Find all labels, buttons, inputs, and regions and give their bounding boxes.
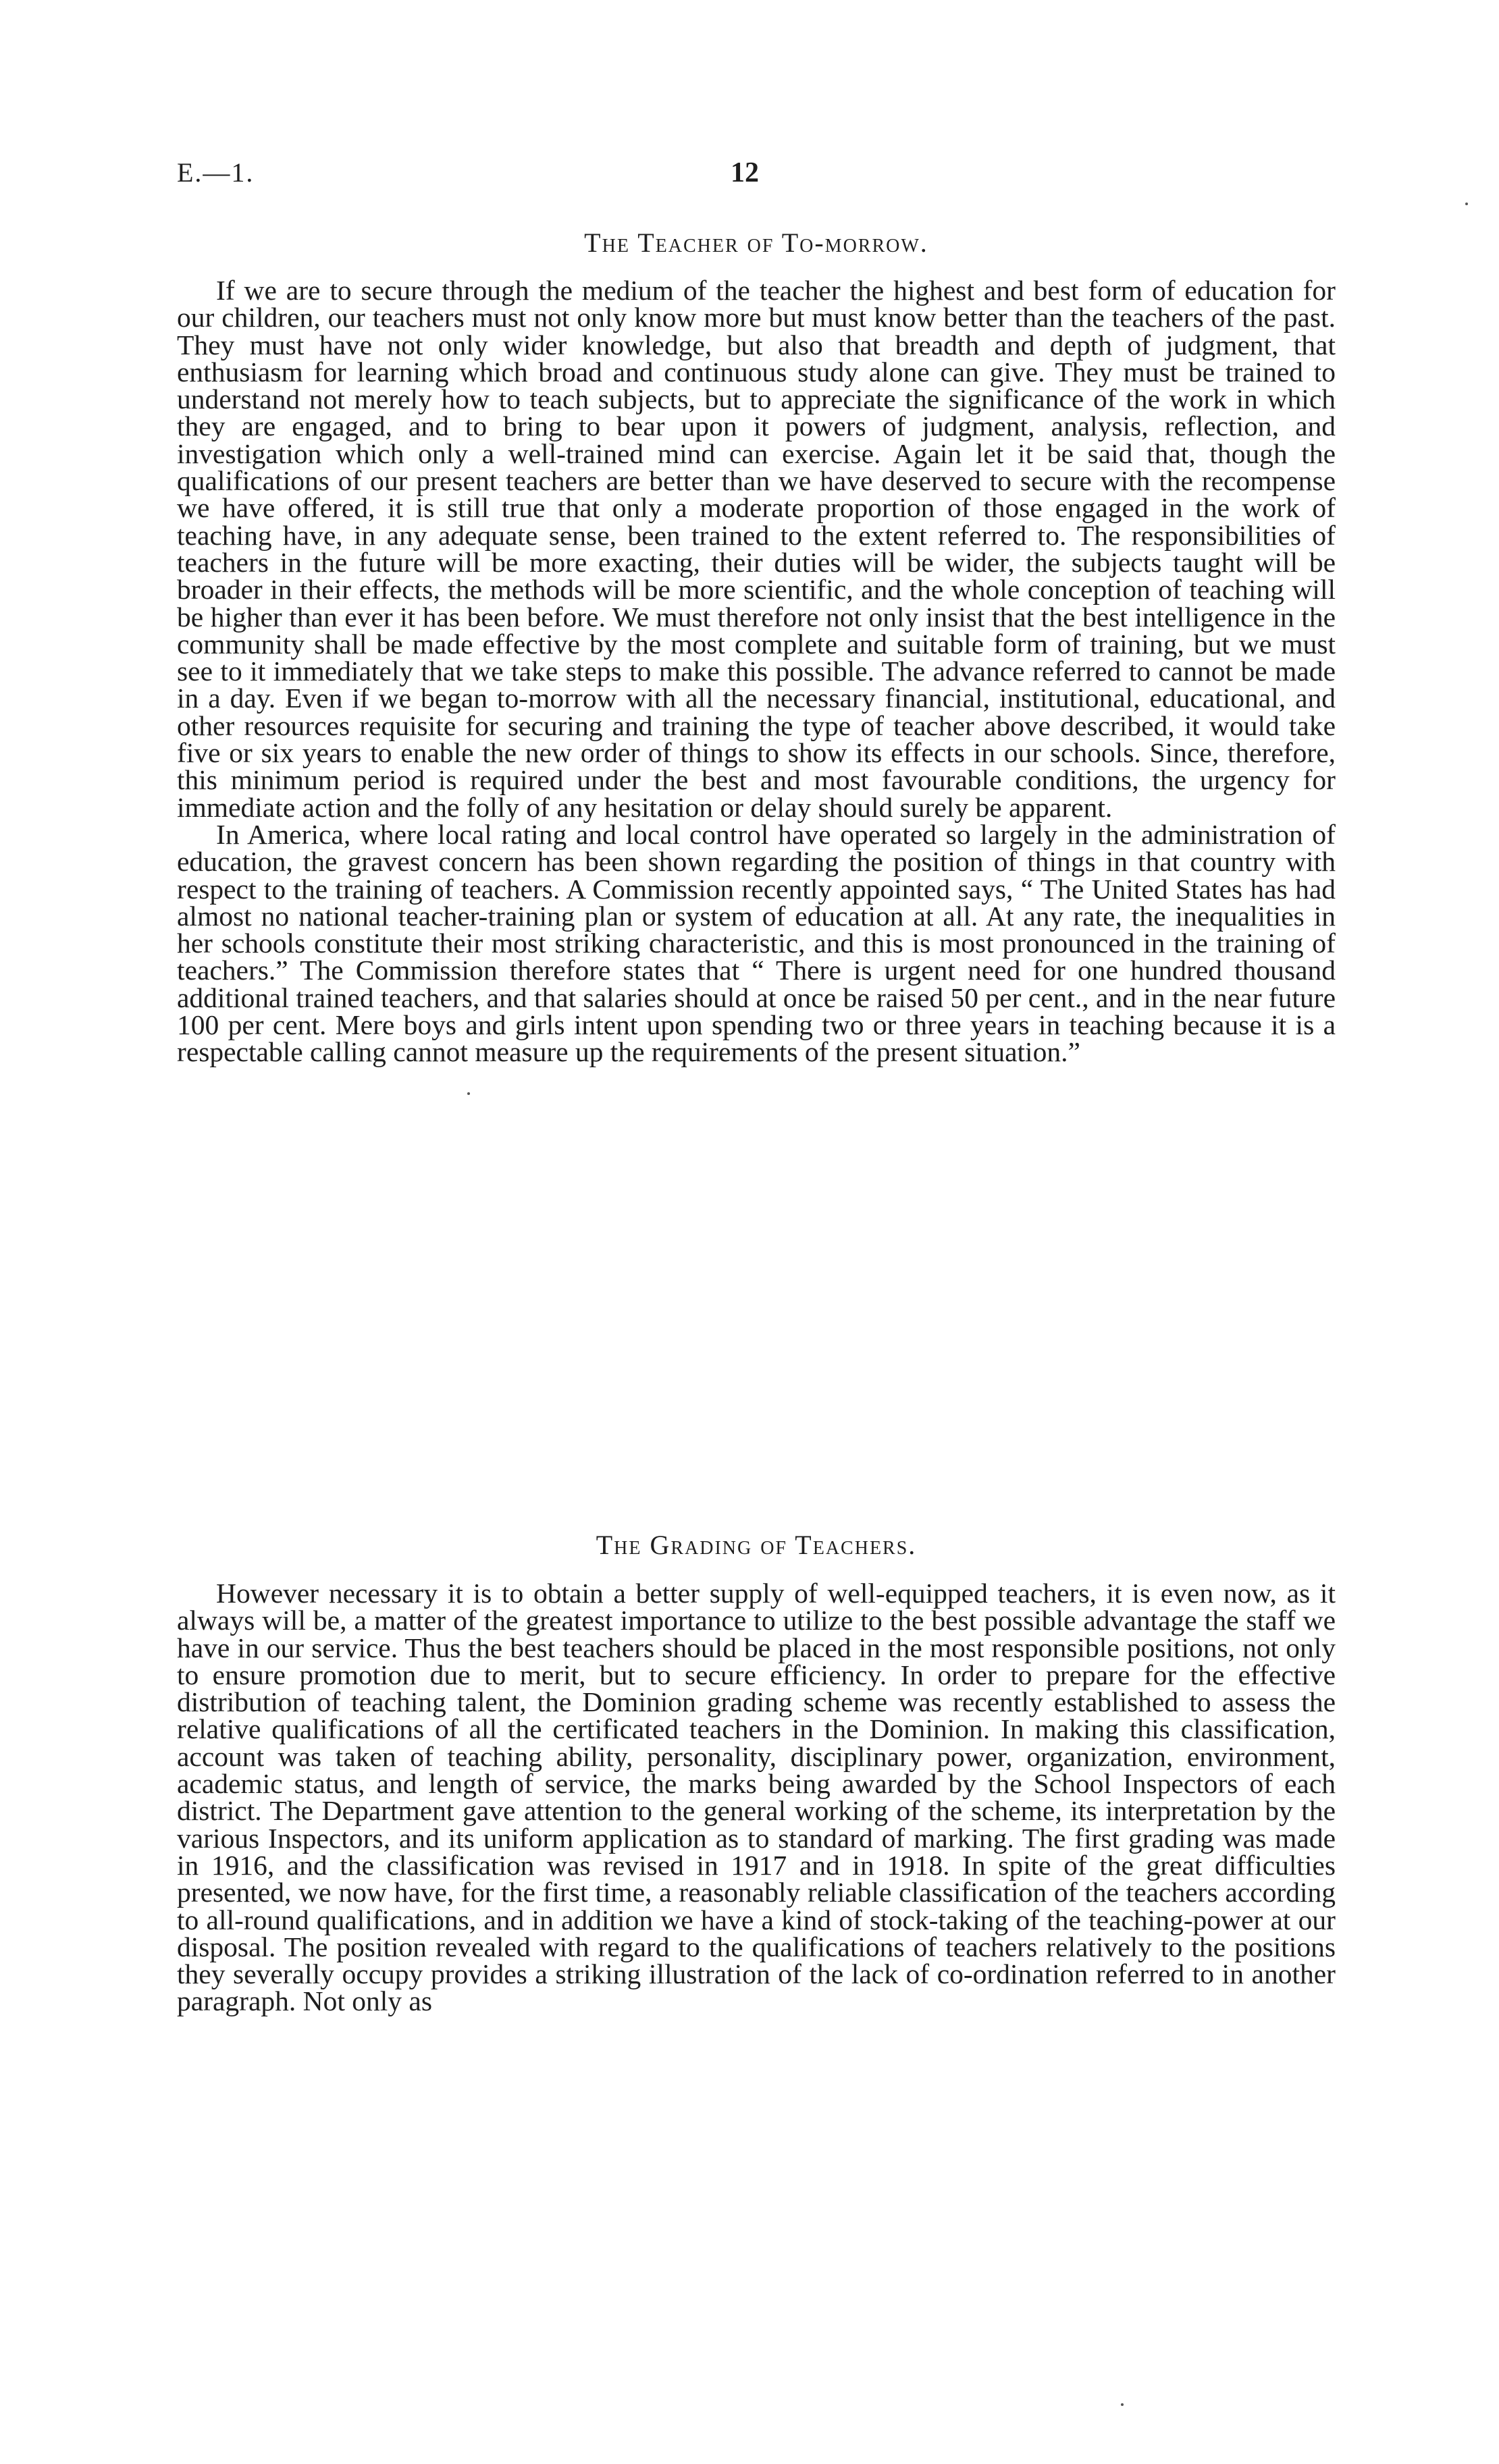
section-body-grading-of-teachers — [177, 1580, 1336, 2015]
scan-speck — [1465, 203, 1468, 205]
scan-speck — [467, 1092, 470, 1095]
paragraph: In America, where local rating and local control have operated so largely in the administration of education, the gravest concern has been shown regarding the position of things in that country with respect to the training of teachers. A Commission recently appointed says, “ The United States has had almost no national teacher-training plan or system of education at all. At any rate, the inequalities in her schools constitute their most striking characteristic, and this is most pronounced in the training of teachers.” The Commission therefore states that “ There is urgent need for one hundred thousand additional trained teachers, and that salaries should at once be raised 50 per cent., and in the near future 100 per cent. Mere boys and girls intent upon spending two or three years in teaching because it is a respectable calling cannot measure up the requirements of the present situation.” — [177, 818, 1336, 1068]
section-title-grading-of-teachers: The Grading of Teachers. — [596, 1530, 917, 1560]
section-title-teacher-of-tomorrow: The Teacher of To-morrow. — [584, 227, 928, 258]
paragraph: However necessary it is to obtain a better supply of well-equipped teachers, it is even now, as it always will be, a matter of the greatest importance to utilize to the best possible advantage the staff we have in our service. Thus the best teachers should be placed in the most responsible positions, not only to ensure promotion due to merit, but to secure efficiency. In order to prepare for the effective distribution of teaching talent, the Dominion grading scheme was recently established to assess the relative qualifications of all the certificated teachers in the Dominion. In making this classification, account was taken of teaching ability, personality, disciplinary power, organization, environment, academic status, and length of service, the marks being awarded by the School Inspectors of each district. The Department gave attention to the general working of the scheme, its interpretation by the various Inspectors, and its uniform application as to standard of marking. The first grading was made in 1916, and the classification was revised in 1917 and in 1918. In spite of the great difficulties presented, we now have, for the first time, a reasonably reliable classification of the teachers according to all-round qualifications, and in addition we have a kind of stock-taking of the teaching-power at our disposal. The position revealed with regard to the qualifications of teachers relatively to the positions they severally occupy provides a striking illustration of the lack of co-ordination referred to in another paragraph. Not only as — [177, 1578, 1336, 2017]
scan-speck — [1121, 2403, 1124, 2406]
paragraph: If we are to secure through the medium of the teacher the highest and best form of education for our children, our teachers must not only know more but must know better than the teachers of the past. They must have not only wider knowledge, but also that breadth and depth of judgment, that enthusiasm for learning which broad and continuous study alone can give. They must be trained to understand not merely how to teach subjects, but to appreciate the significance of the work in which they are engaged, and to bring to bear upon it powers of judgment, analysis, reflection, and investigation which only a well-trained mind can exercise. Again let it be said that, though the qualifications of our present teachers are better than we have deserved to secure with the recompense we have offered, it is still true that only a moderate proportion of those engaged in the work of teaching have, in any adequate sense, been trained to the extent referred to. The responsibilities of teachers in the future will be more exacting, their duties will be wider, the subjects taught will be broader in their effects, the methods will be more scientific, and the whole conception of teaching will be higher than ever it has been before. We must therefore not only insist that the best intelligence in the community shall be made effective by the most complete and suitable form of training, but we must see to it immediately that we take steps to make this possible. The advance referred to cannot be made in a day. Even if we began to-morrow with all the necessary financial, institutional, educational, and other resources requisite for securing and training the type of teacher above described, it would take five or six years to enable the new order of things to show its effects in our schools. Since, therefore, this minimum period is required under the best and most favourable conditions, the urgency for immediate action and the folly of any hesitation or delay should surely be apparent. — [177, 275, 1336, 823]
page-number: 12 — [731, 157, 759, 188]
document-reference: E.—1. — [177, 157, 255, 188]
section-body-teacher-of-tomorrow — [177, 277, 1336, 1066]
